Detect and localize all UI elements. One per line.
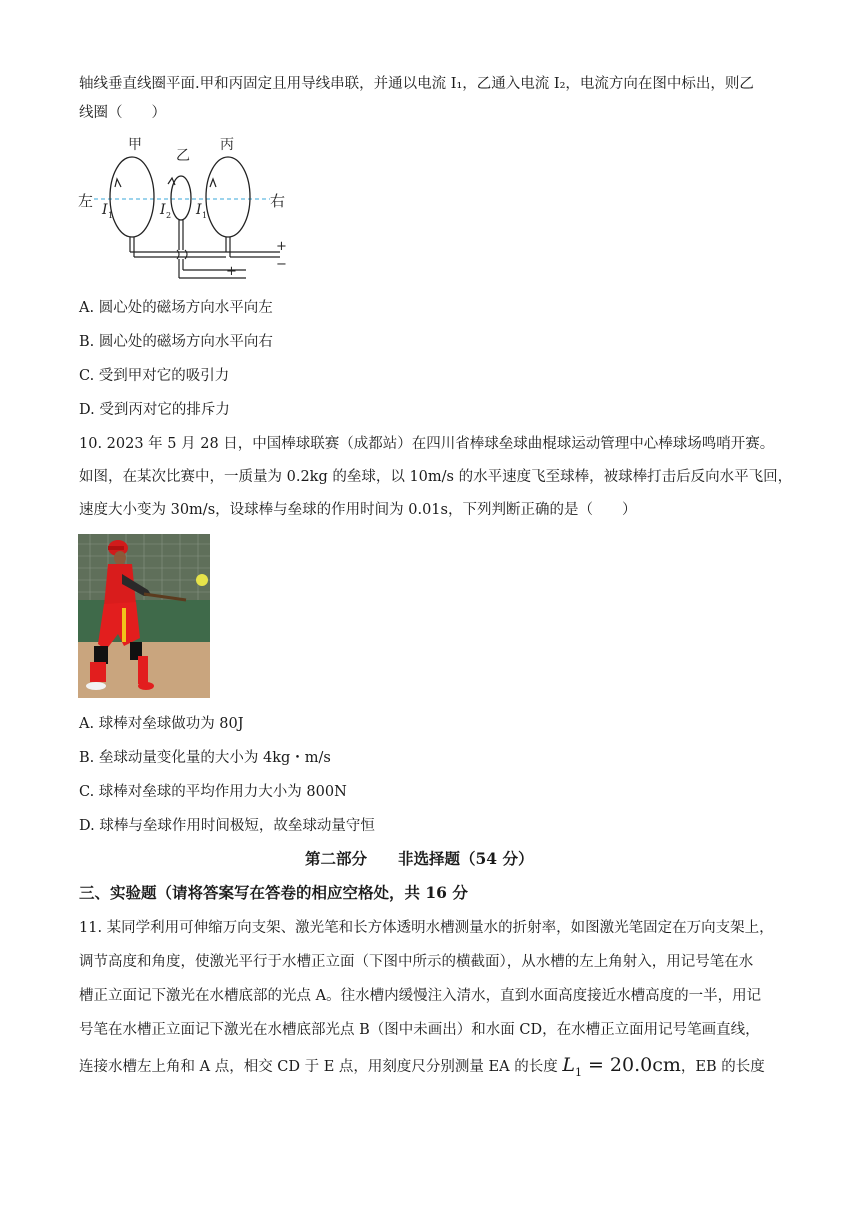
q9-option-b: B. 圆心处的磁场方向水平向右 [79,334,273,350]
q10-stem-line-1: 10. 2023 年 5 月 28 日，中国棒球联赛（成都站）在四川省棒球垒球曲棍球运动管理中心棒球场鸣哨开赛。 [79,436,775,452]
terminal-plus-bottom: + [226,264,237,279]
q10-stem-line-2: 如图，在某次比赛中，一质量为 0.2kg 的垒球，以 10m/s 的水平速度飞至球棒，被球棒打击后反向水平飞回， [79,469,793,485]
arrow-yi-icon [168,178,175,185]
q9-stem-line-2: 线圈（ ） [79,105,166,121]
q11-stem-line-5 [79,1055,765,1083]
part-two-title: 第二部分 非选择题（54 分） [305,849,534,868]
formula-var: L [562,1054,575,1076]
q11-stem-line-4: 号笔在水槽正立面记下激光在水槽底部光点 B（图中未画出）和水面 CD，在水槽正立面用记号笔画直线， [79,1022,760,1038]
q9-option-c: C. 受到甲对它的吸引力 [79,368,230,384]
terminal-plus-top: + [276,239,287,254]
q11-stem-line-2: 调节高度和角度，使激光平行于水槽正立面（下图中所示的横截面），从水槽的左上角射入，用记号笔在水 [79,954,754,970]
coil-jia [110,157,154,237]
softball-batter-photo [78,534,210,698]
q11-line5-pre: 连接水槽左上角和 A 点，相交 CD 于 E 点，用刻度尺分别测量 EA 的长度 [79,1059,563,1075]
current-label-mid: I [160,202,166,218]
formula-value: = 20.0cm [581,1054,681,1076]
formula-sub: 1 [574,1065,582,1079]
q11-stem-line-3: 槽正立面记下激光在水槽底部的光点 A。往水槽内缓慢注入清水，直到水面高度接近水槽高度的一半，用记 [79,988,762,1004]
q9-stem-line-1: 轴线垂直线圈平面.甲和丙固定且用导线串联，并通以电流 I₁，乙通入电流 I₂，电流方向在图中标出，则乙 [79,76,754,92]
current-sub-mid: 2 [166,211,172,220]
terminal-minus-top: − [276,257,287,272]
q10-option-d: D. 球棒与垒球作用时间极短，故垒球动量守恒 [79,818,375,834]
formula-l1 [562,1054,681,1079]
q11-stem-line-1: 11. 某同学利用可伸缩万向支架、激光笔和长方体透明水槽测量水的折射率，如图激光笔固定在万向支架上， [79,920,774,936]
label-left: 左 [78,192,94,210]
q10-option-a: A. 球棒对垒球做功为 80J [79,716,244,732]
label-bing: 丙 [220,137,234,153]
arrow-jia-icon [115,179,121,187]
current-label-left: I [102,202,108,218]
label-right: 右 [270,192,286,210]
q10-stem-line-3: 速度大小变为 30m/s，设球棒与垒球的作用时间为 0.01s，下列判断正确的是（ ） [79,502,637,518]
coil-circuit-diagram [76,132,292,284]
coil-bing [206,157,250,237]
q9-option-a: A. 圆心处的磁场方向水平向左 [79,300,273,316]
label-jia: 甲 [128,137,142,153]
current-label-right: I [196,202,202,218]
q10-option-c: C. 球棒对垒球的平均作用力大小为 800N [79,784,347,800]
section-three-heading: 三、实验题（请将答案写在答卷的相应空格处，共 16 分 [79,883,468,902]
current-sub-right: 1 [202,211,208,220]
q11-line5-post: ，EB 的长度 [680,1059,765,1075]
label-yi: 乙 [176,148,190,164]
arrow-bing-icon [210,179,216,187]
q10-option-b: B. 垒球动量变化量的大小为 4kg・m/s [79,750,331,766]
current-sub-left: 1 [108,211,114,220]
q9-option-d: D. 受到丙对它的排斥力 [79,402,230,418]
